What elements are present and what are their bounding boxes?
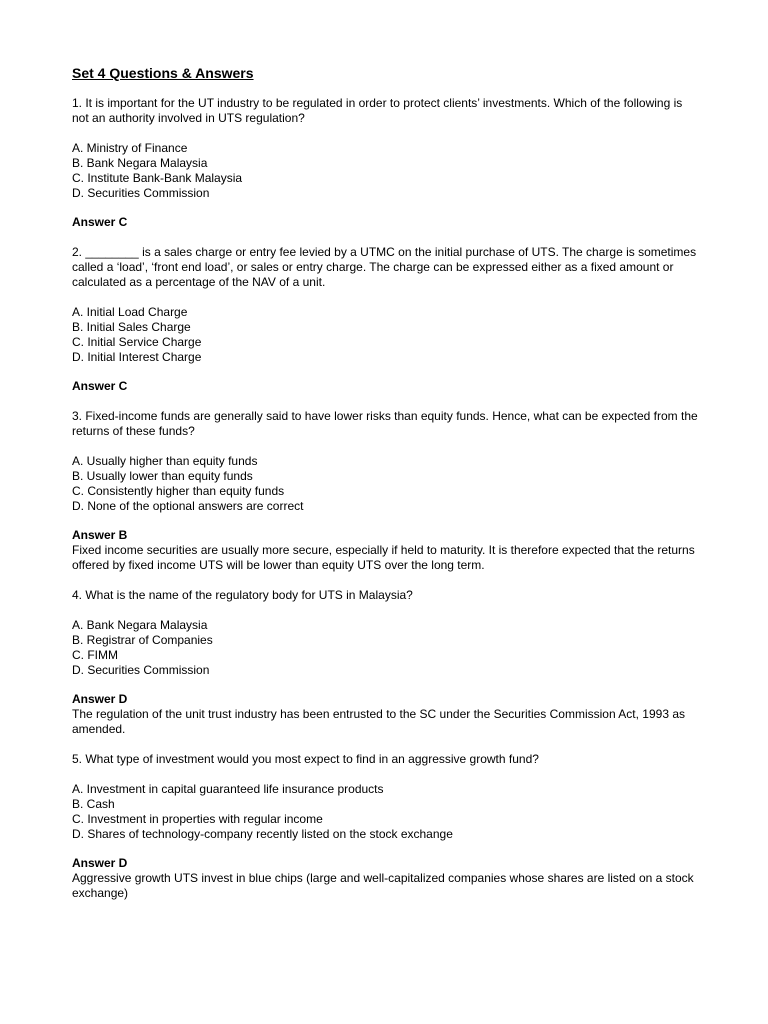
option-item: B. Cash [72,797,115,811]
answer-block [72,528,702,573]
option-item: C. Investment in properties with regular income [72,812,323,826]
answer-label: Answer D [72,692,128,706]
question-block [72,752,702,901]
option-item: B. Usually lower than equity funds [72,469,253,483]
answer-block [72,856,702,901]
option-item: A. Bank Negara Malaysia [72,618,208,632]
question-block [72,409,702,573]
option-item: A. Usually higher than equity funds [72,454,258,468]
answer-label: Answer C [72,379,128,393]
question-text: 5. What type of investment would you most expect to find in an aggressive growth fund? [72,752,539,766]
option-item: B. Bank Negara Malaysia [72,156,208,170]
question-block [72,245,702,394]
option-item: C. FIMM [72,648,118,662]
option-item: C. Consistently higher than equity funds [72,484,285,498]
question-text: 3. Fixed-income funds are generally said to have lower risks than equity funds. Hence, what can be expected from the returns of these funds? [72,409,698,438]
option-list [72,305,702,365]
option-item: D. Securities Commission [72,663,210,677]
option-item: D. Securities Commission [72,186,210,200]
question-text: 1. It is important for the UT industry to be regulated in order to protect clients’ investments. Which of the following is not an authority involved in UTS regulation? [72,96,683,125]
answer-explanation: Aggressive growth UTS invest in blue chips (large and well-capitalized companies whose shares are listed on a stock exchange) [72,871,694,900]
option-item: D. Shares of technology-company recently listed on the stock exchange [72,827,453,841]
option-item: D. Initial Interest Charge [72,350,202,364]
answer-block [72,215,702,230]
answer-block [72,692,702,737]
answer-label: Answer D [72,856,128,870]
question-text: 2. ________ is a sales charge or entry fee levied by a UTMC on the initial purchase of UTS. The charge is sometimes called a ‘load’, ‘front end load’, or sales or entry charge. The charge can be expressed either as a fixed amount or calculated as a percentage of the NAV of a unit. [72,245,697,289]
option-list [72,454,702,514]
option-item: A. Ministry of Finance [72,141,188,155]
answer-label: Answer C [72,215,128,229]
answer-explanation: Fixed income securities are usually more secure, especially if held to maturity. It is therefore expected that the returns offered by fixed income UTS will be lower than equity UTS over the long term. [72,543,695,572]
document-page [72,64,702,916]
option-item: B. Initial Sales Charge [72,320,191,334]
question-block [72,588,702,737]
question-text: 4. What is the name of the regulatory body for UTS in Malaysia? [72,588,413,602]
option-list [72,618,702,678]
option-item: A. Investment in capital guaranteed life insurance products [72,782,384,796]
question-block [72,96,702,230]
option-list [72,141,702,201]
option-item: C. Institute Bank-Bank Malaysia [72,171,243,185]
option-item: D. None of the optional answers are correct [72,499,304,513]
answer-explanation: The regulation of the unit trust industry has been entrusted to the SC under the Securities Commission Act, 1993 as amended. [72,707,686,736]
option-item: B. Registrar of Companies [72,633,213,647]
answer-block [72,379,702,394]
option-item: A. Initial Load Charge [72,305,188,319]
answer-label: Answer B [72,528,128,542]
option-item: C. Initial Service Charge [72,335,202,349]
document-title: Set 4 Questions & Answers [72,65,254,81]
option-list [72,782,702,842]
